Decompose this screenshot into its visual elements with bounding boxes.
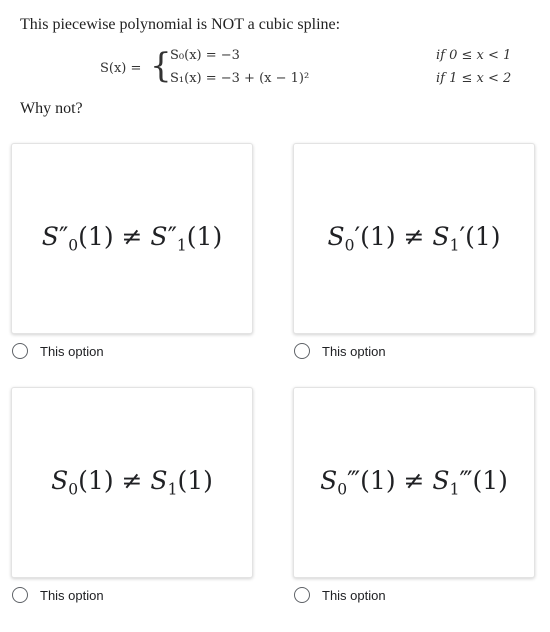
radio-button-3[interactable] [12,587,28,603]
option-label-3: This option [40,587,104,603]
option-label-1: This option [40,343,104,359]
question-prompt: This piecewise polynomial is NOT a cubic spline: [20,16,341,33]
option-radio-row-4[interactable] [294,587,386,603]
radio-button-2[interactable] [294,343,310,359]
option-math-3: $S_0(1) \ne S_1(1)$ [51,466,213,499]
option-card-2[interactable] [293,143,535,334]
piece-condition-0: if 0 ≤ x < 1 [436,48,512,63]
option-card-3[interactable] [11,387,253,578]
radio-button-4[interactable] [294,587,310,603]
option-radio-row-1[interactable] [12,343,104,359]
option-card-1[interactable] [11,143,253,334]
option-math-1: $S''_0(1) \ne S''_1(1)$ [41,222,223,255]
option-math-2: $S_0'(1) \ne S_1'(1)$ [327,222,501,255]
piece-expression-1: S₁(x) = −3 + (x − 1)² [170,71,310,86]
function-name: S(x) = [100,61,142,76]
piecewise-definition [0,0,550,100]
why-not-label: Why not? [20,100,83,117]
option-label-4: This option [322,587,386,603]
option-math-4: $S_0‴(1)$ ≠ $S_1‴(1)$ [320,466,508,499]
piece-condition-1: if 1 ≤ x < 2 [436,71,512,86]
option-label-2: This option [322,343,386,359]
radio-button-1[interactable] [12,343,28,359]
option-radio-row-2[interactable] [294,343,386,359]
option-card-4[interactable] [293,387,535,578]
left-brace: { [150,46,172,86]
piece-expression-0: S₀(x) = −3 [170,48,240,63]
option-radio-row-3[interactable] [12,587,104,603]
